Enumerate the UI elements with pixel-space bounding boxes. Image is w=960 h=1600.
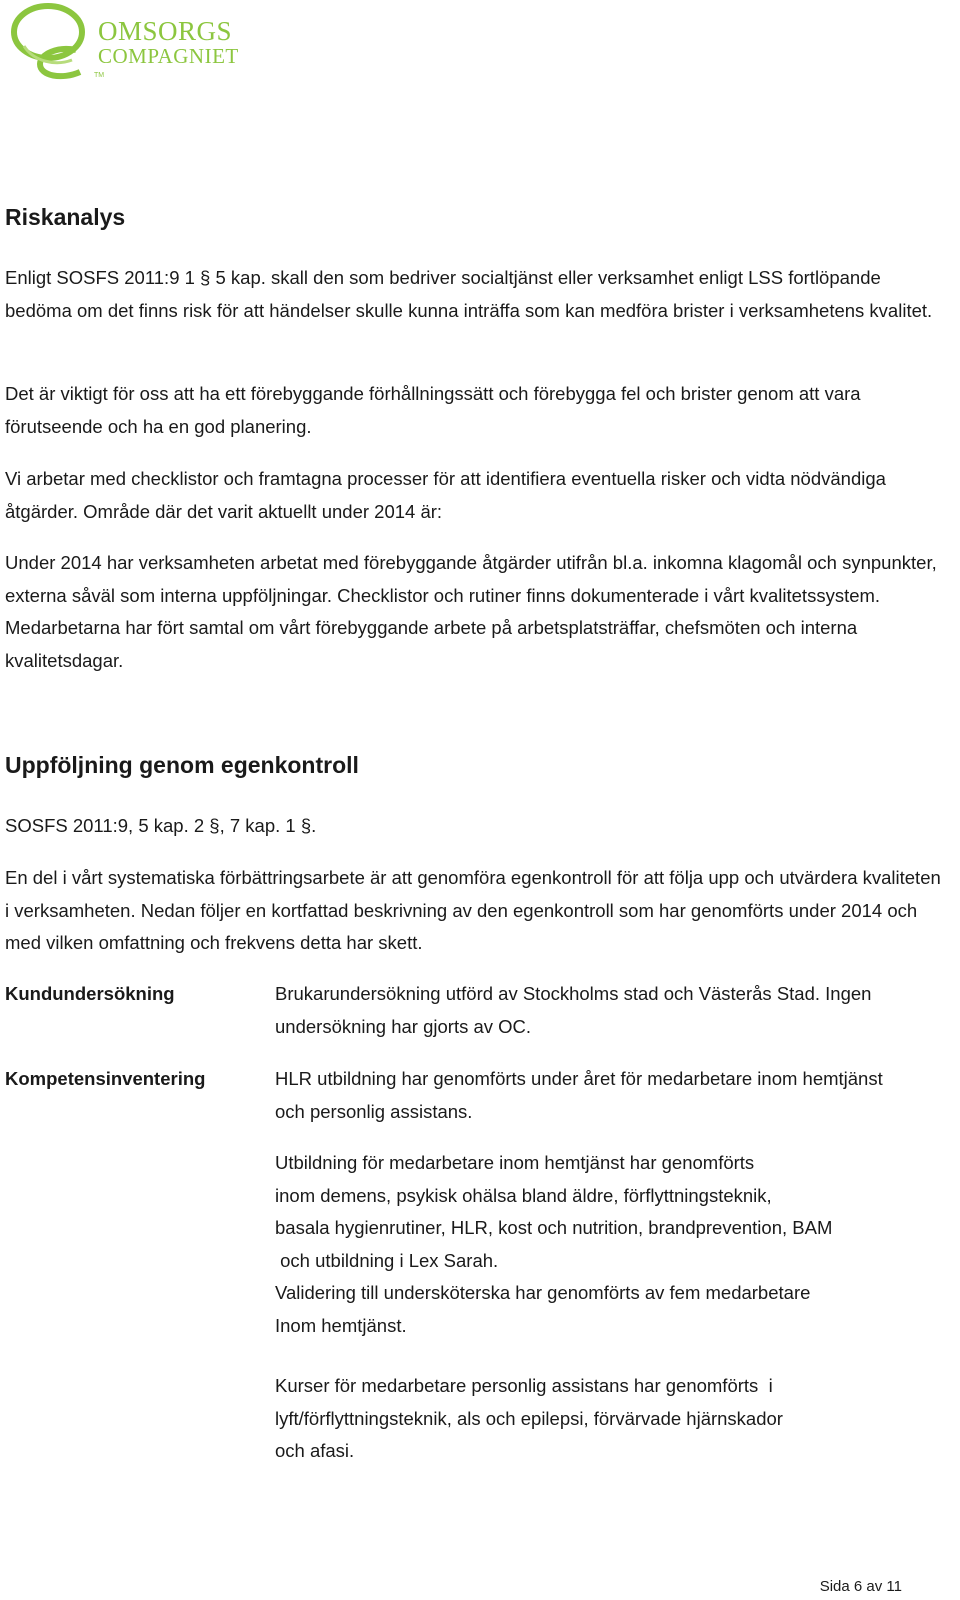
paragraph-intro: En del i vårt systematiska förbättringsarbete är att genomföra egenkontroll för att följa upp och utvärdera kvaliteten i verksamheten. Nedan följer en kortfattad beskrivning av den egenkontroll som har genomförts under 2014 och med vilken omfattning och frekvens detta har skett. bbox=[5, 867, 941, 953]
paragraph-reference: SOSFS 2011:9, 5 kap. 2 §, 7 kap. 1 §. bbox=[5, 815, 317, 836]
block-line: Utbildning för medarbetare inom hemtjänst har genomförts bbox=[275, 1152, 755, 1173]
block-line: basala hygienrutiner, HLR, kost och nutrition, brandprevention, BAM bbox=[275, 1217, 833, 1238]
paragraph-checklists: Vi arbetar med checklistor och framtagna processer för att identifiera eventuella risker och vidta nödvändiga åtgärder. Område där det varit aktuellt under 2014 är: bbox=[5, 468, 886, 522]
paragraph-work-2014: Under 2014 har verksamheten arbetat med förebyggande åtgärder utifrån bl.a. inkomna klagomål och synpunkter, externa såväl som interna uppföljningar. Checklistor och rutiner finns dokumenterade i vårt kvalitetssystem. Medarbetarna har fört samtal om vårt förebyggande arbete på arbetsplatsträffar, chefsmöten och interna kvalitetsdagar. bbox=[5, 552, 937, 671]
logo-text-omsorgs: OMSORGS bbox=[98, 16, 233, 46]
label-kompetensinventering: Kompetensinventering bbox=[5, 1068, 206, 1089]
block-line: och afasi. bbox=[275, 1440, 355, 1461]
logo-text-compagniet: COMPAGNIET bbox=[98, 44, 239, 68]
block-line: och utbildning i Lex Sarah. bbox=[275, 1249, 499, 1271]
block-line: lyft/förflyttningsteknik, als och epilepsi, förvärvade hjärnskador bbox=[275, 1407, 783, 1429]
block-line: inom demens, psykisk ohälsa bland äldre, förflyttningsteknik, bbox=[275, 1184, 772, 1206]
label-kundundersokning: Kundundersökning bbox=[5, 983, 175, 1004]
block-assistans-courses bbox=[275, 1370, 945, 1468]
paragraph-preventive-approach: Det är viktigt för oss att ha ett förebyggande förhållningssätt och förebygga fel och brister genom att vara förutseende och ha en god planering. bbox=[5, 383, 861, 437]
block-line: Inom hemtjänst. bbox=[275, 1314, 407, 1336]
block-hemtjanst-training bbox=[275, 1147, 945, 1342]
heading-uppfoljning: Uppföljning genom egenkontroll bbox=[5, 752, 359, 778]
page-number: Sida 6 av 11 bbox=[819, 1578, 902, 1595]
text-kompetensinventering: HLR utbildning har genomförts under året för medarbetare inom hemtjänst och personlig assistans. bbox=[275, 1068, 883, 1122]
omsorgscompagniet-logo bbox=[6, 2, 246, 82]
block-line: Kurser för medarbetare personlig assistans har genomförts i bbox=[275, 1375, 773, 1396]
paragraph-sosfs-reference: Enligt SOSFS 2011:9 1 § 5 kap. skall den som bedriver socialtjänst eller verksamhet enligt LSS fortlöpande bedöma om det finns risk för att händelser skulle kunna inträffa som kan medföra brister i verksamhetens kvalitet. bbox=[5, 267, 933, 321]
block-line: Validering till undersköterska har genomförts av fem medarbetare bbox=[275, 1282, 811, 1303]
heading-riskanalys: Riskanalys bbox=[5, 204, 126, 230]
logo-trademark: TM bbox=[94, 72, 105, 79]
text-kundundersokning: Brukarundersökning utförd av Stockholms stad och Västerås Stad. Ingen undersökning har gjorts av OC. bbox=[275, 983, 872, 1037]
